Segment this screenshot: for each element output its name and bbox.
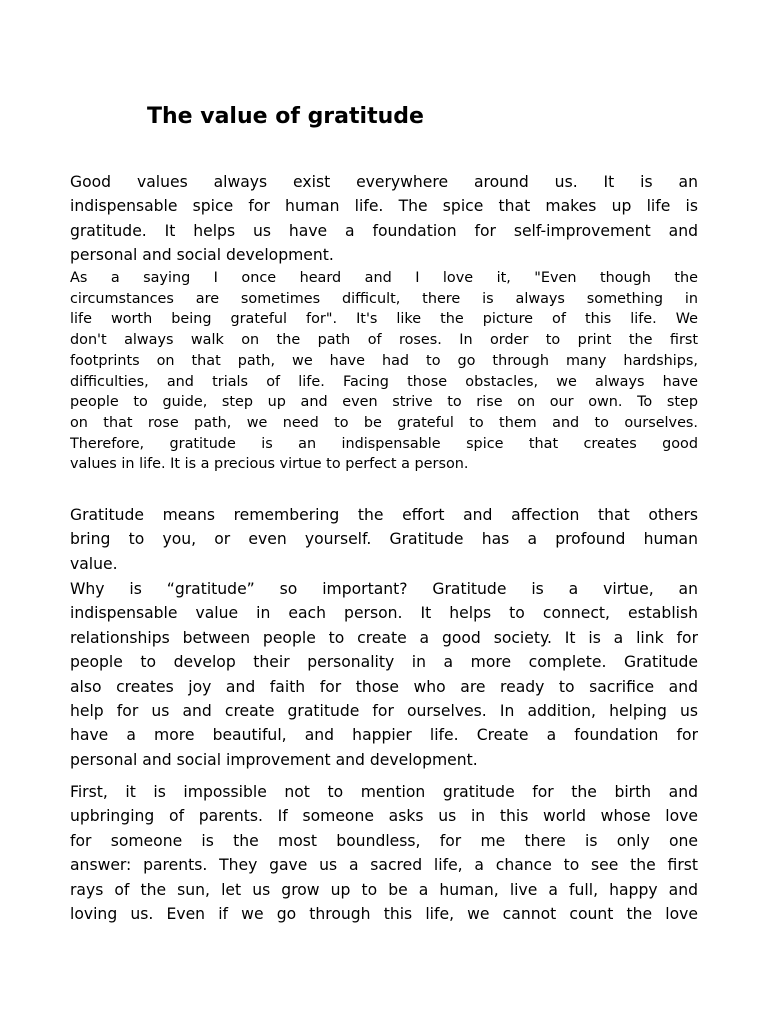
paragraph-line: indispensable value in each person. It helps to connect, establish [70,604,698,623]
paragraph-1 [70,170,698,267]
paragraph-line: bring to you, or even yourself. Gratitude has a profound human [70,530,698,549]
paragraph-line: help for us and create gratitude for ourselves. In addition, helping us [70,702,698,721]
paragraph-line: As a saying I once heard and I love it, "Even though the [70,270,698,286]
paragraph-line: people to guide, step up and even strive to rise on our own. To step [70,394,698,411]
paragraph-line: answer: parents. They gave us a sacred life, a chance to see the first [70,856,698,875]
paragraph-line: life worth being grateful for". It's like the picture of this life. We [70,311,698,328]
paragraph-line: circumstances are sometimes difficult, there is always something in [70,290,698,307]
paragraph-line: have a more beautiful, and happier life. Create a foundation for [70,726,698,745]
paragraph-line: Therefore, gratitude is an indispensable spice that creates good [70,435,698,452]
paragraph-line: people to develop their personality in a more complete. Gratitude [70,653,698,672]
paragraph-5 [70,780,698,926]
paragraph-line: don't always walk on the path of roses. In order to print the first [70,332,698,349]
paragraph-line: personal and social improvement and development. [70,750,478,769]
paragraph-line: difficulties, and trials of life. Facing those obstacles, we always have [70,373,698,390]
paragraph-line: footprints on that path, we have had to go through many hardships, [70,352,698,369]
paragraph-line: rays of the sun, let us grow up to be a human, live a full, happy and [70,880,698,899]
paragraph-line: for someone is the most boundless, for me there is only one [70,831,698,850]
paragraph-line: Gratitude means remembering the effort and affection that others [70,506,698,524]
paragraph-line: First, it is impossible not to mention gratitude for the birth and [70,783,698,801]
paragraph-3 [70,503,698,576]
paragraph-line: indispensable spice for human life. The spice that makes up life is [70,197,698,216]
paragraph-line: gratitude. It helps us have a foundation for self-improvement and [70,221,698,240]
paragraph-line: relationships between people to create a good society. It is a link for [70,628,698,647]
document-title: The value of gratitude [147,104,424,129]
paragraph-line: personal and social development. [70,245,334,264]
paragraph-4 [70,577,698,772]
paragraph-line: also creates joy and faith for those who are ready to sacrifice and [70,677,698,696]
paragraph-line: on that rose path, we need to be grateful to them and to ourselves. [70,414,698,431]
paragraph-line: Good values always exist everywhere around us. It is an [70,173,698,191]
paragraph-line: Why is “gratitude” so important? Gratitude is a virtue, an [70,580,698,598]
paragraph-line: loving us. Even if we go through this life, we cannot count the love [70,905,698,924]
paragraph-line: value. [70,554,118,573]
paragraph-line: upbringing of parents. If someone asks us in this world whose love [70,807,698,826]
paragraph-2 [70,268,698,475]
paragraph-line: values in life. It is a precious virtue to perfect a person. [70,456,469,473]
